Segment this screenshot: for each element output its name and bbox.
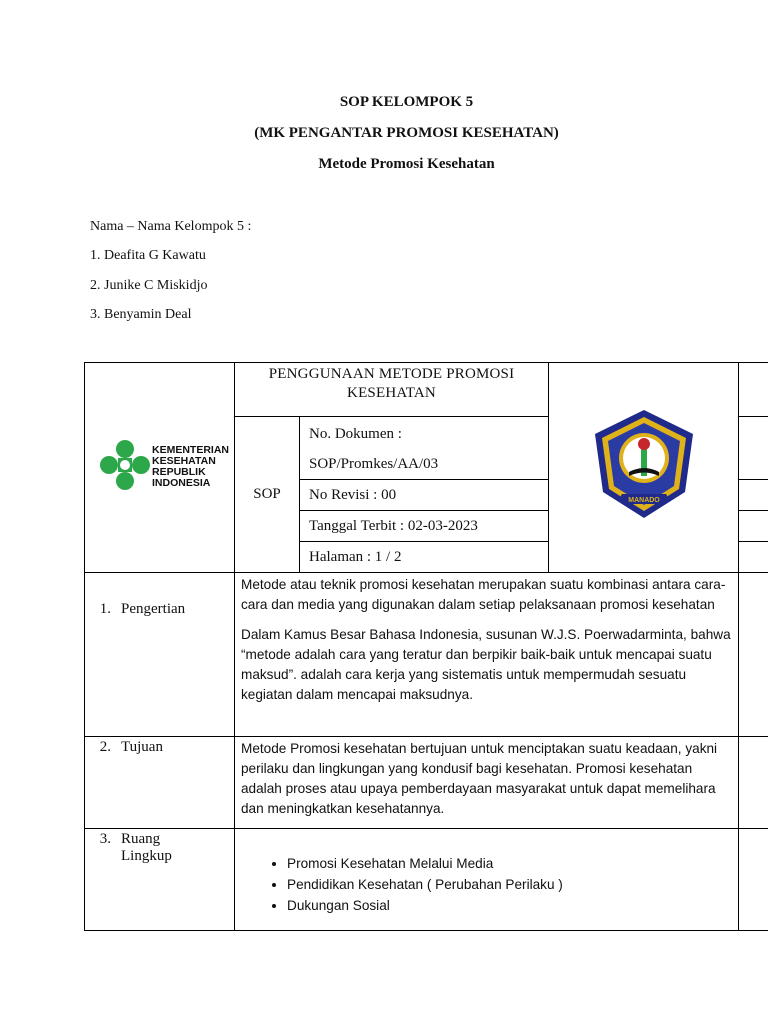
list-item: • Dukungan Sosial (287, 895, 732, 916)
kemenkes-logo-icon (85, 420, 235, 510)
member-list (90, 217, 251, 334)
member-item: 3. Benyamin Deal (90, 306, 192, 322)
document-number-value: SOP/Promkes/AA/03 (309, 456, 439, 472)
empty-cell (739, 363, 768, 417)
paragraph: Dalam Kamus Besar Bahasa Indonesia, susunan W.J.S. Poerwadarminta, bahwa “metode adalah cara yang teratur dan berpikir baik-baik untuk mencapai suatu maksud”. adalah cara kerja yang sistematis untuk mempermudah sesuatu kegiatan dalam mencapai maksudnya. (241, 627, 731, 702)
scope-list (241, 853, 732, 916)
logo-text-line: INDONESIA (152, 477, 211, 489)
section-content-pengertian (235, 573, 739, 737)
empty-cell (739, 417, 768, 480)
logo-text-line: REPUBLIK (152, 466, 206, 478)
member-heading: Nama – Nama Kelompok 5 : (90, 219, 252, 234)
poltekkes-seal (549, 363, 739, 573)
empty-cell (739, 542, 768, 573)
section-label-ruang-lingkup (85, 829, 235, 931)
kemenkes-logo (85, 363, 235, 573)
revision-number: No Revisi : 00 (300, 480, 549, 511)
page-number: Halaman : 1 / 2 (300, 542, 549, 573)
section-title: Tujuan (121, 739, 163, 755)
empty-cell (739, 737, 768, 829)
section-label-tujuan (85, 737, 235, 829)
document-title: SOP KELOMPOK 5 (339, 94, 474, 110)
section-content-ruang-lingkup (235, 829, 739, 931)
list-item: • Promosi Kesehatan Melalui Media (287, 853, 732, 874)
paragraph: Metode Promosi kesehatan bertujuan untuk menciptakan suatu keadaan, yakni perilaku dan lingkungan yang kondusif bagi kesehatan. Promosi kesehatan adalah proses atau upaya pemberdayaan masyarakat untuk dapat memelihara dan meningkatkan kesehatannya. (241, 741, 718, 816)
logo-text-line: KESEHATAN (152, 455, 216, 467)
section-number: 3. (99, 831, 111, 847)
section-title: Pengertian (121, 601, 186, 617)
sop-label: SOP (235, 417, 300, 573)
paragraph: Metode atau teknik promosi kesehatan merupakan suatu kombinasi antara cara-cara dan media yang digunakan dalam setiap pelaksanaan promosi kesehatan (241, 577, 726, 612)
seal-bottom-text: MANADO (627, 497, 660, 504)
empty-cell (739, 480, 768, 511)
sop-heading: PENGGUNAAN METODE PROMOSI KESEHATAN (235, 363, 549, 417)
course-title: (MK PENGANTAR PROMOSI KESEHATAN) (254, 125, 559, 141)
section-number: 1. (99, 601, 111, 617)
section-content-tujuan (235, 737, 739, 829)
section-title-line: Lingkup (121, 848, 172, 864)
member-item: 1. Deafita G Kawatu (90, 248, 206, 264)
member-item: 2. Junike C Miskidjo (90, 277, 208, 293)
document-number-label: No. Dokumen : (309, 426, 402, 442)
empty-cell (739, 573, 768, 737)
topic-title: Metode Promosi Kesehatan (318, 156, 495, 172)
list-item: • Pendidikan Kesehatan ( Perubahan Perilaku ) (287, 874, 732, 895)
section-number: 2. (99, 739, 111, 755)
section-title (121, 831, 172, 865)
document-number (300, 417, 549, 480)
empty-cell (739, 829, 768, 931)
section-title-line: Ruang (121, 831, 161, 847)
logo-text-line: KEMENTERIAN (152, 444, 230, 456)
poltekkes-seal-icon (589, 406, 699, 524)
issue-date: Tanggal Terbit : 02-03-2023 (300, 511, 549, 542)
sop-table (84, 362, 768, 931)
empty-cell (739, 511, 768, 542)
section-label-pengertian (85, 573, 235, 737)
